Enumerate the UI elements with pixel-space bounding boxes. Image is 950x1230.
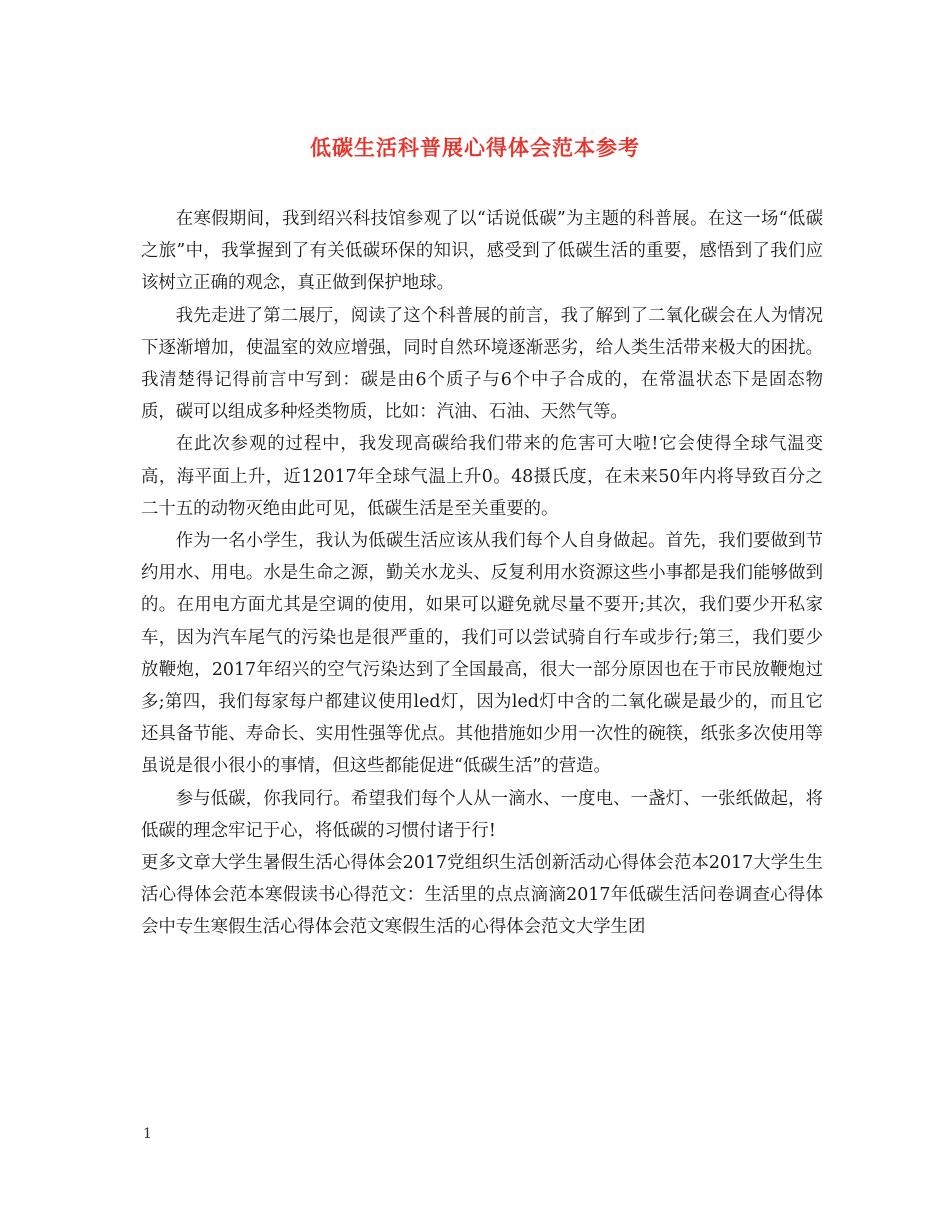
paragraph-2: 我先走进了第二展厅，阅读了这个科普展的前言，我了解到了二氧化碳会在人为情况下逐渐增加，使温室的效应增强，同时自然环境逐渐恶劣，给人类生活带来极大的困扰。我清楚得记得前言中写到：碳是由6个质子与6个中子合成的，在常温状态下是固态物质，碳可以组成多种烃类物质，比如：汽油、石油、天然气等。 — [141, 305, 823, 423]
page-number: 1 — [143, 1126, 152, 1142]
document-body — [141, 203, 823, 944]
paragraph-5: 参与低碳，你我同行。希望我们每个人从一滴水、一度电、一盏灯、一张纸做起，将低碳的理念牢记于心，将低碳的习惯付诸于行! — [141, 788, 823, 841]
paragraph-3: 在此次参观的过程中，我发现高碳给我们带来的危害可大啦!它会使得全球气温变高，海平面上升，近12017年全球气温上升0。48摄氏度，在未来50年内将导致百分之二十五的动物灭绝由此可见，低碳生活是至关重要的。 — [141, 434, 823, 519]
more-articles-links[interactable]: 更多文章大学生暑假生活心得体会2017党组织生活创新活动心得体会范本2017大学生生活心得体会范本寒假读书心得范文：生活里的点点滴滴2017年低碳生活问卷调查心得体会中专生寒假生活心得体会范文寒假生活的心得体会范文大学生团 — [141, 853, 823, 938]
paragraph-1: 在寒假期间，我到绍兴科技馆参观了以“话说低碳”为主题的科普展。在这一场“低碳之旅”中，我掌握到了有关低碳环保的知识，感受到了低碳生活的重要，感悟到了我们应该树立正确的观念，真正做到保护地球。 — [141, 209, 823, 294]
document-title: 低碳生活科普展心得体会范本参考 — [310, 135, 640, 160]
paragraph-4: 作为一名小学生，我认为低碳生活应该从我们每个人自身做起。首先，我们要做到节约用水、用电。水是生命之源，勤关水龙头、反复利用水资源这些小事都是我们能够做到的。在用电方面尤其是空调的使用，如果可以避免就尽量不要开;其次，我们要少开私家车，因为汽车尾气的污染也是很严重的，我们可以尝试骑自行车或步行;第三，我们要少放鞭炮，2017年绍兴的空气污染达到了全国最高，很大一部分原因也在于市民放鞭炮过多;第四，我们每家每户都建议使用led灯，因为led灯中含的二氧化碳是最少的，而且它还具备节能、寿命长、实用性强等优点。其他措施如少用一次性的碗筷，纸张多次使用等虽说是很小很小的事情，但这些都能促进“低碳生活”的营造。 — [141, 531, 823, 777]
